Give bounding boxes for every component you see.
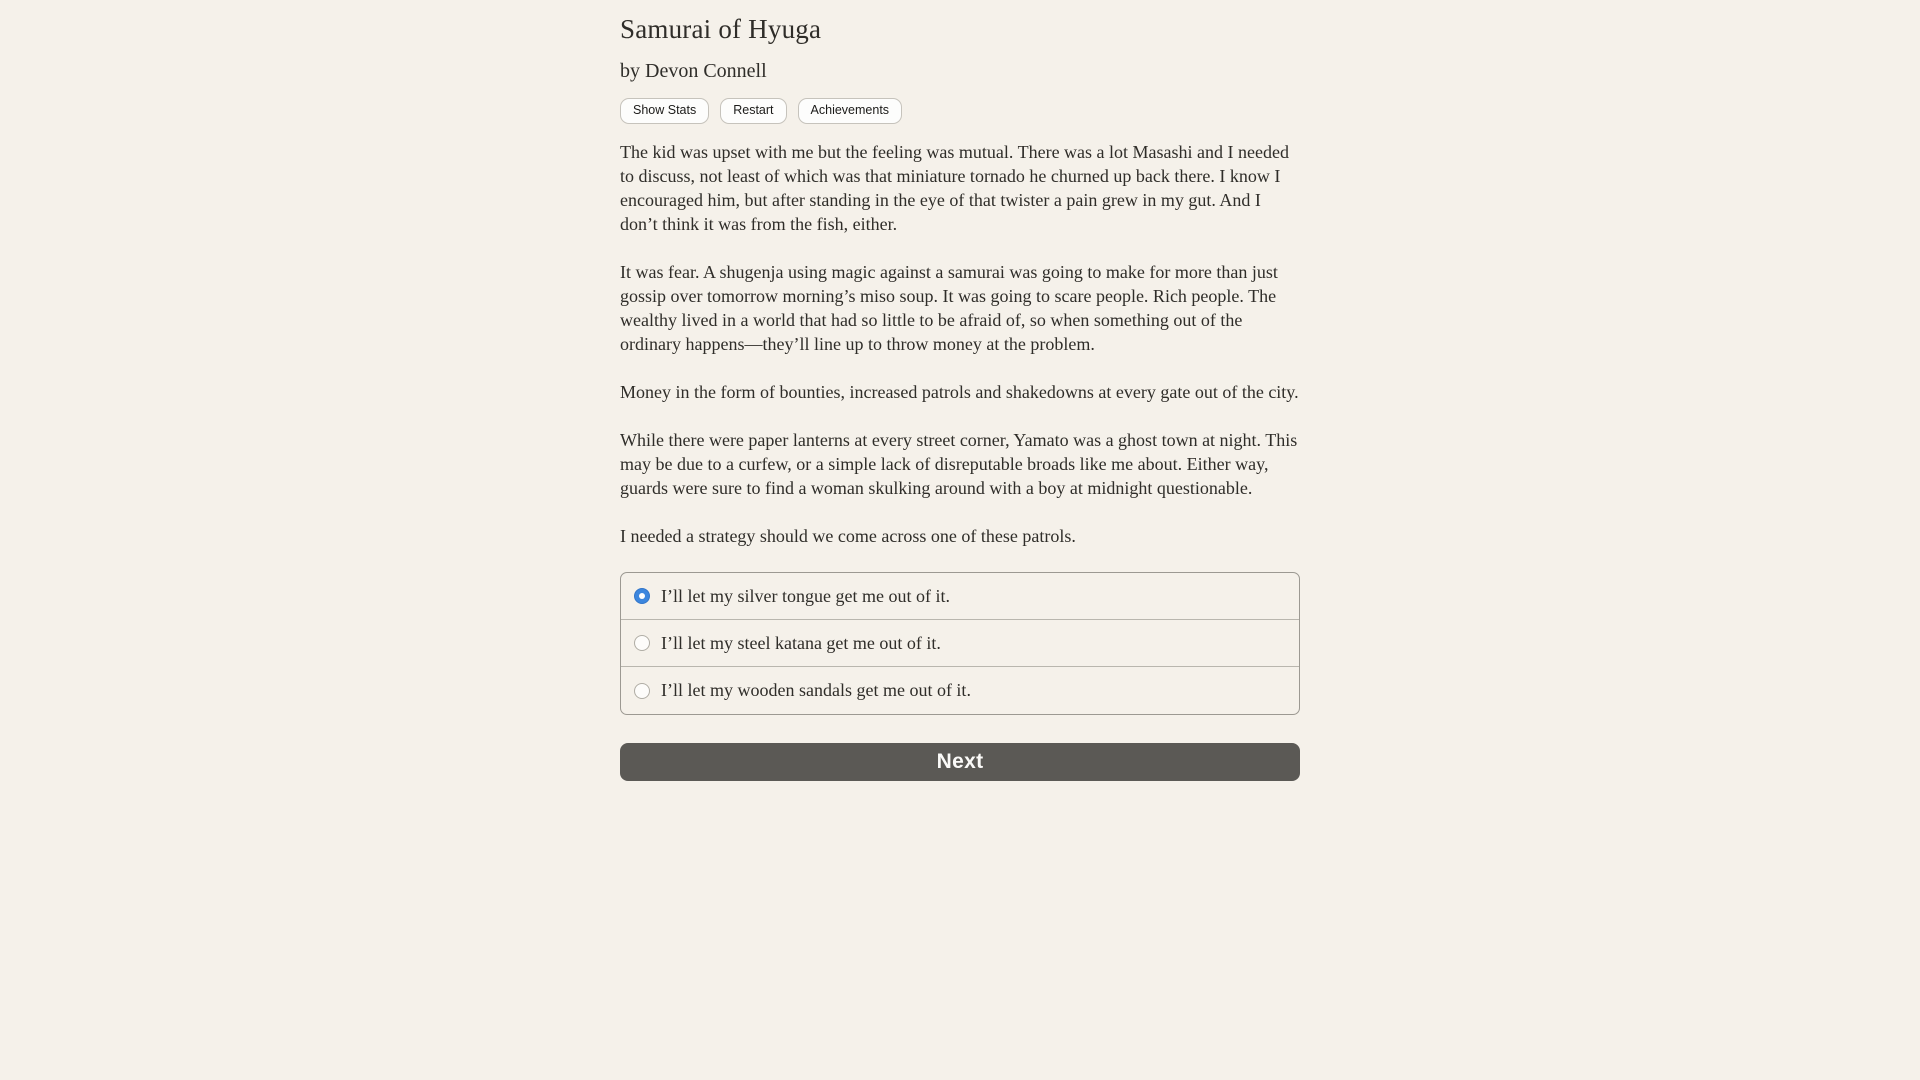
story-paragraph: It was fear. A shugenja using magic against a samurai was going to make for more than just gossip over tomorrow morning’s miso soup. It was going to scare people. Rich people. The wealthy lived in a world that had so little to be afraid of, so when something out of the ordinary happens—they’ll line up to throw money at the problem. [620, 262, 1278, 354]
radio-button-icon[interactable] [634, 588, 650, 604]
radio-button-icon[interactable] [634, 683, 650, 699]
game-author: by Devon Connell [620, 60, 767, 82]
choice-label: I’ll let my steel katana get me out of it. [661, 632, 941, 653]
story-paragraph: The kid was upset with me but the feeling was mutual. There was a lot Masashi and I needed to discuss, not least of which was that miniature tornado he churned up back there. I know I encouraged him, but after standing in the eye of that twister a pain grew in my gut. And I don’t think it was from the fish, either. [620, 142, 1289, 234]
content-column [620, 0, 1300, 781]
show-stats-button[interactable]: Show Stats [620, 98, 709, 124]
radio-button-icon[interactable] [634, 635, 650, 651]
story-paragraph: I needed a strategy should we come across one of these patrols. [620, 526, 1076, 546]
toolbar [620, 98, 1300, 124]
choice-label: I’ll let my silver tongue get me out of it. [661, 585, 950, 606]
next-button[interactable]: Next [620, 743, 1300, 781]
story-paragraph: Money in the form of bounties, increased patrols and shakedowns at every gate out of the city. [620, 382, 1299, 402]
restart-button[interactable]: Restart [720, 98, 786, 124]
story-text [620, 140, 1300, 548]
choice-label: I’ll let my wooden sandals get me out of it. [661, 680, 971, 700]
achievements-button[interactable]: Achievements [798, 98, 903, 124]
story-paragraph: While there were paper lanterns at every street corner, Yamato was a ghost town at night. This may be due to a curfew, or a simple lack of disreputable broads like me about. Either way, guards were sure to find a woman skulking around with a boy at midnight questionable. [620, 430, 1298, 498]
choice-option-silver-tongue[interactable] [621, 573, 1299, 620]
game-title: Samurai of Hyuga [620, 14, 822, 44]
choice-option-wooden-sandals[interactable] [621, 667, 1299, 714]
choice-group [620, 572, 1300, 715]
choice-option-steel-katana[interactable] [621, 620, 1299, 667]
